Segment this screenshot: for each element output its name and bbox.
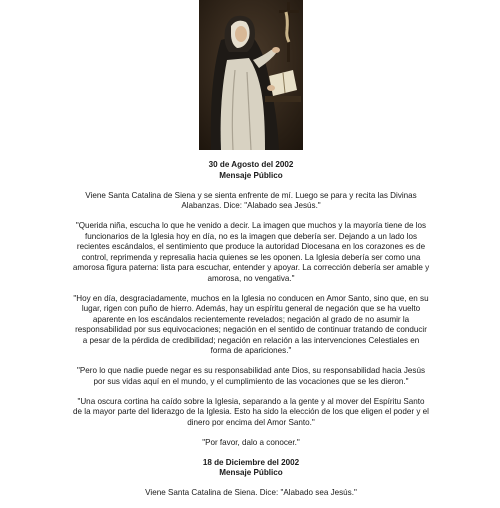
message-date: 30 de Agosto del 2002 [208,160,294,169]
saint-catherine-painting [199,0,303,150]
message-paragraph: Viene Santa Catalina de Siena y se sienta enfrente de mí. Luego se para y recita las Divinas Alabanzas. Dice: "Alabado sea Jesús." [85,190,417,210]
message-label: Mensaje Público [219,468,283,477]
message-paragraph: Viene Santa Catalina de Siena. Dice: "Alabado sea Jesús." [145,488,357,497]
message-paragraph: "Hoy en día, desgraciadamente, muchos en la Iglesia no conducen en Amor Santo, sino que, en su lugar, rigen con puño de hierro. Además, hay un espíritu general de negación que se ha vuelto aparente en los escándalos recientemente revelados; negación al grado de no asumir la responsabilidad por sus equivocaciones; negación en el sentido de continuar tratando de conducir a pesar de la pérdida de credibilidad; negación en relación a las intervenciones Celestiales en forma de apariciones." [73,293,429,355]
messages-content [72,160,430,508]
message-date: 18 de Diciembre del 2002 [202,457,300,467]
message-paragraph: "Pero lo que nadie puede negar es su responsabilidad ante Dios, su responsabilidad hacia Jesús por sus vidas aquí en el mundo, y el cumplimiento de las vocaciones que se les dieron." [77,366,425,386]
painting-artwork [199,0,303,150]
message-paragraph: "Una oscura cortina ha caído sobre la Iglesia, separando a la gente y al mover del Espíritu Santo de la mayor parte del liderazgo de la Iglesia. Esto ha sido la elección de los que eligen el poder y el dinero por encima del Amor Santo." [73,396,429,427]
entry-header [72,458,430,479]
entry-header [72,160,430,181]
message-paragraph: "Querida niña, escucha lo que he venido a decir. La imagen que muchos y la mayoría tiene de los funcionarios de la Iglesia hoy en día, no es la imagen que debería ser. Dejando a un lado los recientes escándalos, el sentimiento que produce la autoridad Diocesana en los corazones es de control, reprimenda y represalia hacia quienes se les oponen. La Iglesia debería ser como una amorosa figura paterna: lista para escuchar, entender y apoyar. La corrección debería ser amable y amorosa, no vengativa." [72,221,430,283]
message-label: Mensaje Público [219,170,283,180]
message-paragraph: "Por favor, dalo a conocer." [202,437,300,447]
